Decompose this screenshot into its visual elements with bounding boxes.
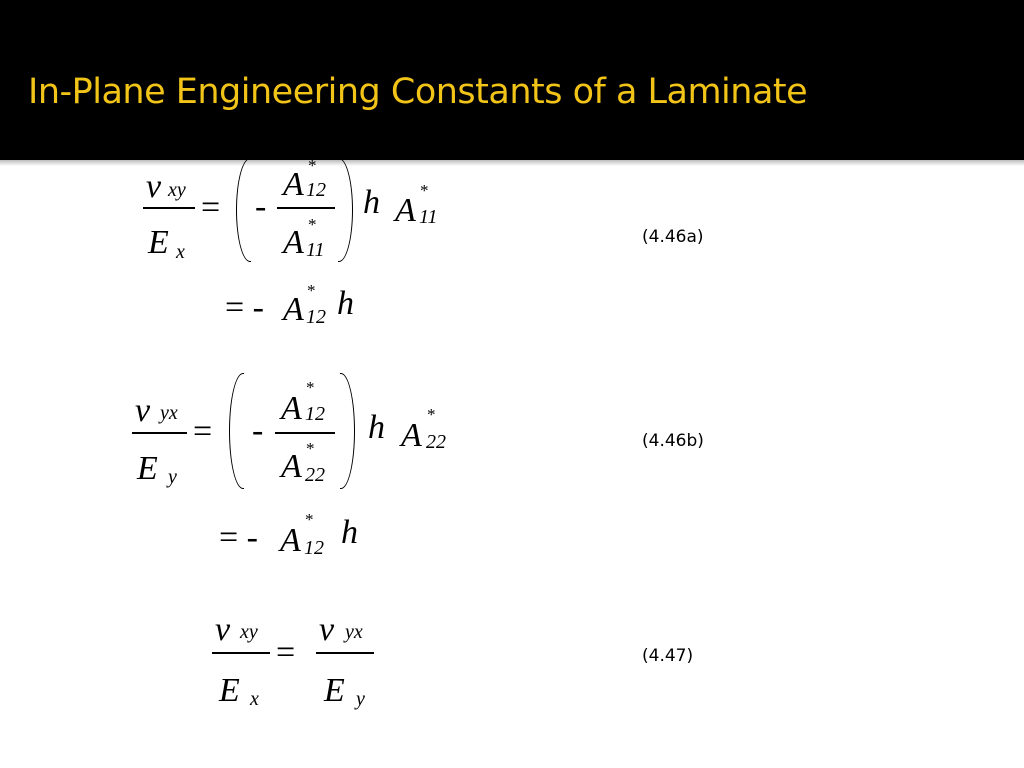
a-symbol: A — [281, 448, 302, 485]
a-symbol: A — [395, 192, 416, 229]
h-symbol: h — [337, 285, 354, 322]
modulus-subscript: x — [250, 688, 259, 710]
right-parenthesis — [338, 158, 353, 262]
a-symbol: A — [283, 291, 304, 328]
fraction-bar — [275, 432, 335, 434]
a-symbol: A — [280, 522, 301, 559]
result-equals-minus: = - — [225, 289, 264, 326]
a-superscript: * — [427, 405, 436, 424]
modulus-symbol: E — [148, 224, 169, 261]
a-superscript: * — [307, 281, 316, 300]
right-parenthesis — [340, 373, 355, 489]
title-divider — [0, 160, 1024, 166]
h-symbol: h — [368, 409, 385, 446]
a-superscript: * — [308, 156, 317, 175]
nu-symbol: ν — [319, 611, 335, 648]
a-superscript: * — [306, 439, 315, 458]
nu-subscript: yx — [345, 621, 363, 643]
equals-sign: = — [276, 634, 296, 671]
a-subscript: 11 — [419, 206, 438, 228]
left-parenthesis — [236, 158, 251, 262]
left-parenthesis — [229, 373, 244, 489]
a-superscript: * — [308, 215, 317, 234]
h-symbol: h — [363, 184, 380, 221]
minus-sign: - — [252, 412, 264, 449]
a-subscript: 12 — [306, 306, 326, 328]
equation-number: (4.47) — [642, 646, 694, 666]
nu-subscript: yx — [160, 402, 178, 424]
equation-number: (4.46b) — [642, 431, 704, 451]
modulus-symbol: E — [324, 672, 345, 709]
minus-sign: - — [255, 188, 267, 225]
fraction-bar — [132, 432, 187, 434]
a-symbol: A — [401, 417, 422, 454]
nu-symbol: ν — [215, 611, 231, 648]
nu-symbol: ν — [146, 168, 162, 205]
h-symbol: h — [341, 514, 358, 551]
equals-sign: = — [201, 189, 221, 226]
equals-sign: = — [193, 413, 213, 450]
modulus-symbol: E — [137, 450, 158, 487]
fraction-bar — [316, 652, 374, 654]
a-superscript: * — [305, 510, 314, 529]
a-subscript: 12 — [304, 537, 324, 559]
a-symbol: A — [283, 224, 304, 261]
a-subscript: 11 — [306, 239, 325, 261]
modulus-subscript: y — [356, 688, 365, 710]
fraction-bar — [212, 652, 270, 654]
nu-symbol: ν — [135, 392, 151, 429]
fraction-bar — [277, 207, 335, 209]
modulus-symbol: E — [219, 672, 240, 709]
a-subscript: 12 — [306, 179, 326, 201]
a-symbol: A — [283, 166, 304, 203]
fraction-bar — [143, 207, 195, 209]
a-subscript: 22 — [426, 431, 446, 453]
nu-subscript: xy — [168, 179, 186, 201]
equation-number: (4.46a) — [642, 227, 704, 247]
a-superscript: * — [420, 181, 429, 200]
a-subscript: 12 — [305, 403, 325, 425]
modulus-subscript: x — [176, 241, 185, 263]
result-equals-minus: = - — [219, 519, 258, 556]
a-subscript: 22 — [305, 464, 325, 486]
slide-title: In-Plane Engineering Constants of a Laminate — [28, 72, 808, 112]
modulus-subscript: y — [168, 466, 177, 488]
nu-subscript: xy — [240, 621, 258, 643]
a-superscript: * — [306, 378, 315, 397]
a-symbol: A — [281, 390, 302, 427]
